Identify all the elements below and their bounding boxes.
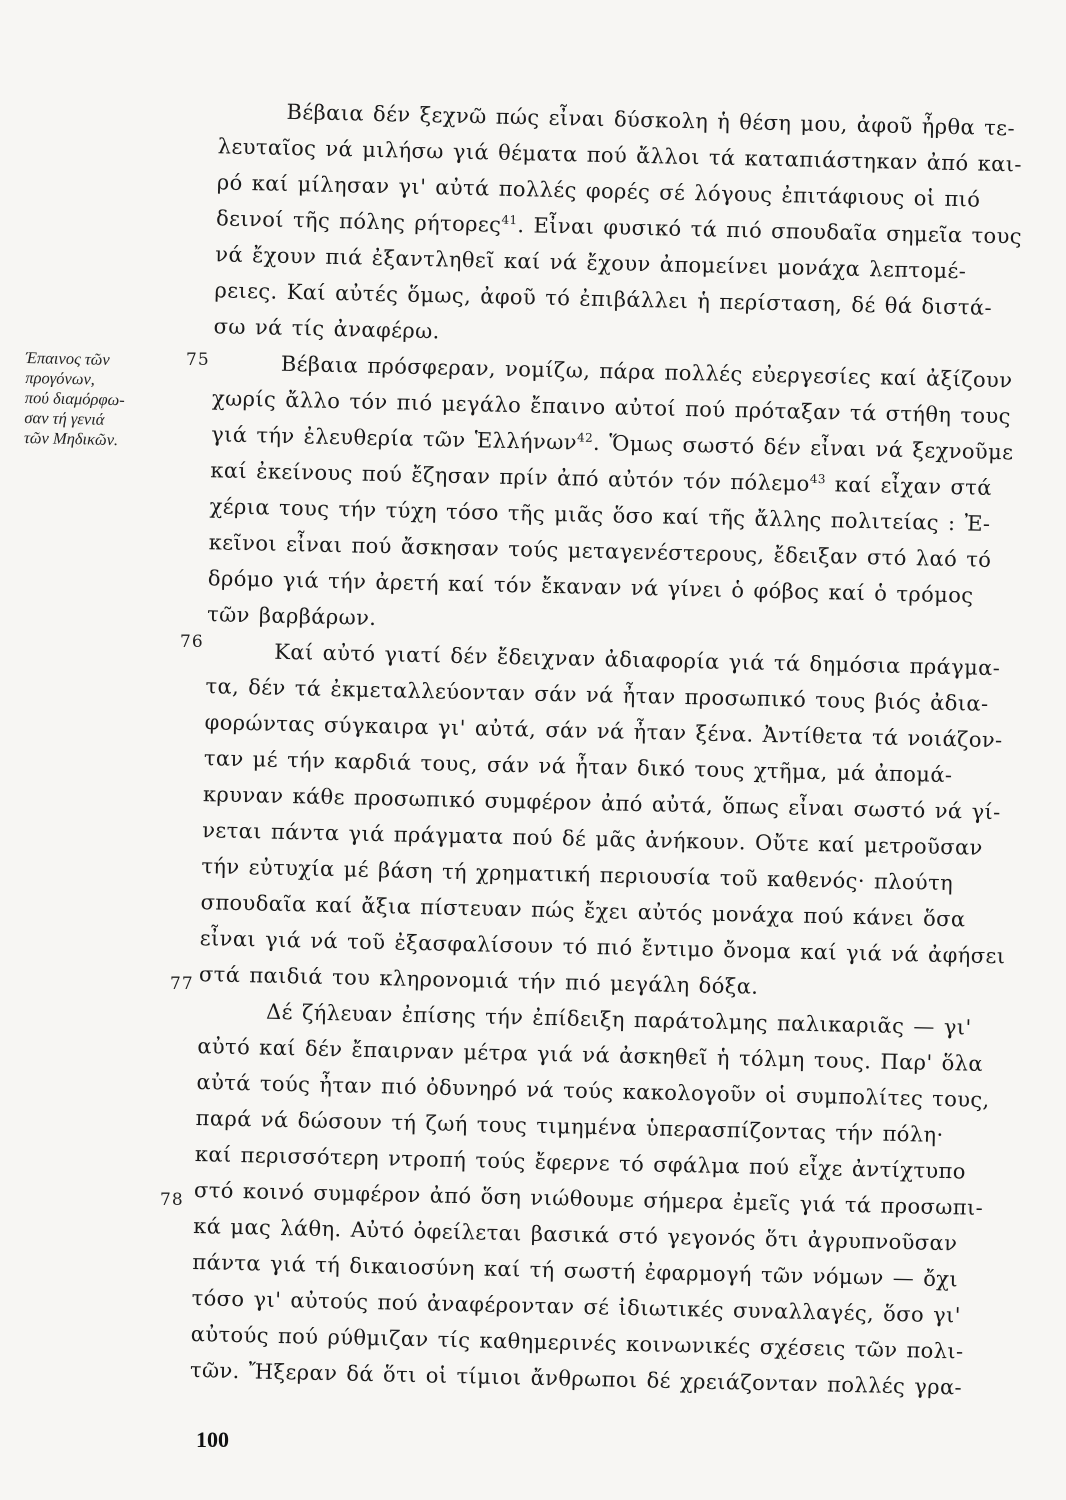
text-line: ταν μέ τήν καρδιά τους, σάν νά ἦταν δικό τους χτῆμα, μά ἀπομά-	[203, 746, 953, 788]
text-line: τήν εὐτυχία μέ βάση τή χρηματική περιουσία τοῦ καθενός· πλούτη	[201, 854, 954, 896]
text-line: πάντα γιά τή δικαιοσύνη καί τή σωστή ἐφαρμογή τῶν νόμων — ὄχι	[192, 1250, 959, 1292]
margin-note	[24, 348, 176, 451]
text-line: ρό καί μίλησαν γι' αὐτά πολλές φορές σέ λόγους ἐπιτάφιους οἱ πιό	[216, 170, 981, 212]
section-number-76: 76	[180, 632, 204, 652]
text-line: αὐτούς πού ρύθμιζαν τίς καθημερινές κοινωνικές σχέσεις τῶν πολι-	[190, 1322, 964, 1364]
margin-note-line: σαν τή γενιά	[24, 407, 105, 429]
text-line: κρυναν κάθε προσωπικό συμφέρον ἀπό αὐτά, ὅπως εἶναι σωστό νά γί-	[202, 782, 1001, 825]
text-segment: δεινοί τῆς πόλης ρήτορες	[215, 206, 502, 237]
text-segment: γιά τήν ἐλευθερία τῶν Ἑλλήνων	[210, 422, 578, 455]
text-line: εἶναι γιά νά τοῦ ἐξασφαλίσουν τό πιό ἔντιμο ὄνομα καί γιά νά ἀφήσει	[199, 926, 1006, 969]
text-line: τα, δέν τά ἐκμεταλλεύονταν σάν νά ἦταν προσωπικό τους βιός ἀδια-	[205, 674, 989, 716]
text-line: σω νά τίς ἀναφέρω.	[213, 314, 441, 344]
text-line: φορώντας σύγκαιρα γι' αὐτά, σάν νά ἦταν ξένα. Ἀντίθετα τά νοιάζον-	[204, 710, 1003, 753]
text-line: τῶν. Ἤξεραν δά ὅτι οἱ τίμιοι ἄνθρωποι δέ χρειάζονταν πολλές γρα-	[189, 1357, 963, 1400]
text-segment: καί εἶχαν στά	[825, 472, 993, 500]
margin-note-line: Έπαινος τῶν	[25, 348, 110, 369]
text-line: Βέβαια δέν ξεχνῶ πώς εἶναι δύσκολη ἡ θέση μου, ἀφοῦ ἦρθα τε-	[286, 99, 1016, 141]
text-line: Καί αὐτό γιατί δέν ἔδειχναν ἀδιαφορία γιά τά δημόσια πράγμα-	[274, 639, 1001, 681]
text-line: Βέβαια πρόσφεραν, νομίζω, πάρα πολλές εὐεργεσίες καί ἀξίζουν	[280, 351, 1013, 393]
text-segment: . Εἶναι φυσικό τά πιό σπουδαῖα σημεῖα τους	[517, 213, 1023, 249]
text-line: σπουδαῖα καί ἄξια πίστευαν πώς ἔχει αὐτός μονάχα πού κάνει ὅσα	[200, 890, 966, 932]
text-line: κεῖνοι εἶναι πού ἄσκησαν τούς μεταγενέστερους, ἔδειξαν στό λαό τό	[208, 530, 992, 572]
text-line: στό κοινό συμφέρον ἀπό ὅση νιώθουμε σήμερα ἐμεῖς γιά τά προσωπι-	[193, 1178, 984, 1220]
margin-note-line: πού διαμόρφω-	[24, 387, 125, 410]
text-line: κά μας λάθη. Αὐτό ὀφείλεται βασικά στό γεγονός ὅτι ἀγρυπνοῦσαν	[192, 1214, 958, 1256]
text-segment: καί ἐκείνους πού ἔζησαν πρίν ἀπό αὐτόν τόν πόλεμο	[210, 458, 810, 496]
text-line: στά παιδιά του κληρονομιά τήν πιό μεγάλη δόξα.	[198, 962, 759, 999]
text-line: αὐτό καί δέν ἔπαιρναν μέτρα γιά νά ἀσκηθεῖ ἡ τόλμη τους. Παρ' ὅλα	[197, 1034, 984, 1076]
footnote-ref-43: 43	[809, 471, 827, 487]
body-text	[176, 92, 1025, 1406]
text-line: λευταῖος νά μιλήσω γιά θέματα πού ἄλλοι τά καταπιάστηκαν ἀπό και-	[217, 134, 1023, 177]
text-line: νεται πάντα γιά πράγματα πού δέ μᾶς ἀνήκουν. Οὔτε καί μετροῦσαν	[201, 818, 984, 860]
text-line: καί περισσότερη ντροπή τούς ἔφερνε τό σφάλμα πού εἶχε ἀντίχτυπο	[194, 1142, 967, 1184]
section-number-78: 78	[160, 1190, 184, 1210]
margin-note-line: τῶν Μηδικῶν.	[23, 427, 119, 450]
section-number-77: 77	[170, 974, 194, 994]
page-number: 100	[196, 1427, 229, 1452]
text-line: τῶν βαρβάρων.	[206, 602, 377, 631]
text-segment: . Ὅμως σωστό δέν εἶναι νά ξεχνοῦμε	[592, 430, 1014, 465]
text-line: τόσο γι' αὐτούς πού ἀναφέρονταν σέ ἰδιωτικές συναλλαγές, ὅσο γι'	[191, 1286, 962, 1328]
footnote-ref-42: 42	[576, 430, 594, 445]
footnote-ref-41: 41	[501, 212, 518, 228]
text-line: δρόμο γιά τήν ἀρετή καί τόν ἔκαναν νά γίνει ὁ φόβος καί ὁ τρόμος	[207, 566, 974, 608]
text-line: παρά νά δώσουν τή ζωή τους τιμημένα ὑπερασπίζοντας τήν πόλη·	[195, 1106, 944, 1148]
text-line: νά ἔχουν πιά ἐξαντληθεῖ καί νά ἔχουν ἀπομείνει μονάχα λεπτομέ-	[215, 242, 967, 284]
text-line: αὐτά τούς ἦταν πιό ὀδυνηρό νά τούς κακολογοῦν οἱ συμπολίτες τους,	[196, 1070, 990, 1113]
margin-note-line: προγόνων,	[25, 367, 96, 389]
text-line: χέρια τους τήν τύχη τόσο τῆς μιᾶς ὅσο καί τῆς ἄλλης πολιτείας : Ἐ-	[209, 494, 991, 536]
text-line: Δέ ζήλευαν ἐπίσης τήν ἐπίδειξη παράτολμης παλικαριᾶς — γι'	[265, 999, 972, 1040]
text-line: ρειες. Καί αὐτές ὅμως, ἀφοῦ τό ἐπιβάλλει ἡ περίσταση, δέ θά διστά-	[214, 278, 993, 320]
section-number-75: 75	[186, 350, 210, 370]
text-line: χωρίς ἄλλο τόν πιό μεγάλο ἔπαινο αὐτοί πού πρόταξαν τά στήθη τους	[211, 386, 1012, 429]
